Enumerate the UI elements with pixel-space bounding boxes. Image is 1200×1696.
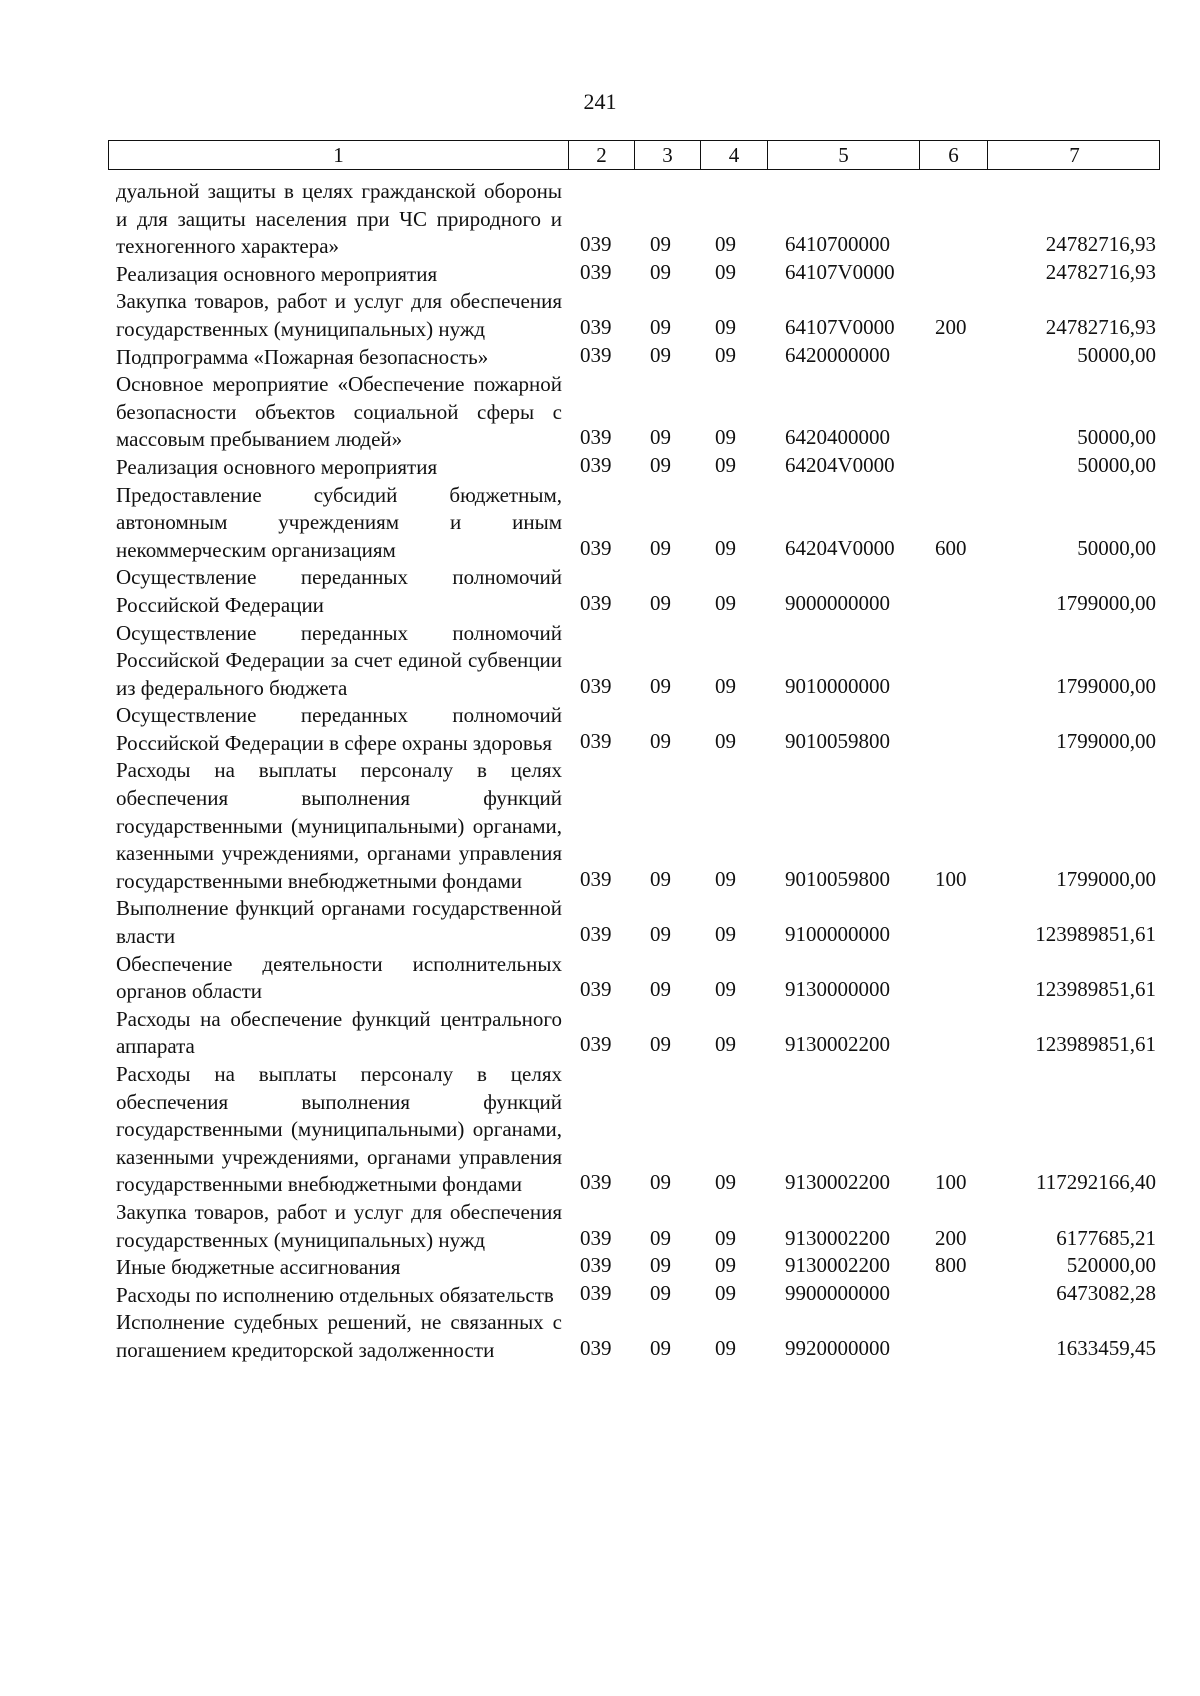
row-description: Расходы на выплаты персоналу в целях обеспечения выполнения функций государственными (муниципальными) органами, казенными учреждениями, органами управления государственными внебюджетными фондами [116,758,562,893]
row-code-section: 09 [650,1253,671,1278]
row-amount: 123989851,61 [1035,922,1156,947]
row-code-ministry: 039 [580,232,612,257]
row-amount: 6177685,21 [1056,1225,1156,1250]
row-description: Исполнение судебных решений, не связанных с погашением кредиторской задолженности [116,1310,562,1362]
row-code-subsection: 09 [715,452,736,477]
row-code-subsection: 09 [715,1225,736,1250]
row-description: Подпрограмма «Пожарная безопасность» [116,344,489,369]
row-amount: 50000,00 [1077,535,1156,560]
row-code-subsection: 09 [715,590,736,615]
header-col-5: 5 [767,141,919,169]
row-code-subsection: 09 [715,673,736,698]
header-col-2: 2 [568,141,634,169]
row-target-article: 9130002200 [785,1170,890,1195]
table-row [0,482,1200,565]
row-code-section: 09 [650,728,671,753]
row-amount: 123989851,61 [1035,977,1156,1002]
row-amount: 50000,00 [1077,452,1156,477]
row-expense-type: 100 [935,866,967,891]
row-target-article: 9000000000 [785,590,890,615]
table-row [0,757,1200,895]
row-code-section: 09 [650,232,671,257]
header-col-4: 4 [700,141,767,169]
row-code-subsection: 09 [715,314,736,339]
table-header [108,140,1160,170]
row-amount: 123989851,61 [1035,1032,1156,1057]
row-target-article: 9130000000 [785,977,890,1002]
row-target-article: 6410700000 [785,232,890,257]
row-target-article: 9900000000 [785,1280,890,1305]
row-code-subsection: 09 [715,535,736,560]
row-code-ministry: 039 [580,452,612,477]
row-description: Обеспечение деятельности исполнительных органов области [116,951,562,1004]
row-target-article: 9010000000 [785,673,890,698]
row-code-subsection: 09 [715,866,736,891]
table-row [0,1061,1200,1199]
table-row [0,344,1200,372]
row-code-ministry: 039 [580,866,612,891]
row-target-article: 9100000000 [785,922,890,947]
row-amount: 50000,00 [1077,425,1156,450]
row-code-ministry: 039 [580,1335,612,1360]
row-code-ministry: 039 [580,977,612,1002]
row-code-section: 09 [650,1170,671,1195]
row-code-subsection: 09 [715,232,736,257]
row-description: Реализация основного мероприятия [116,261,438,286]
row-code-subsection: 09 [715,259,736,284]
row-description: Основное мероприятие «Обеспечение пожарной безопасности объектов социальной сферы с массовым пребыванием людей» [116,372,562,452]
table-row [0,1282,1200,1310]
row-expense-type: 200 [935,314,967,339]
row-target-article: 9010059800 [785,866,890,891]
table-body [0,178,1200,1365]
table-row [0,951,1200,1006]
row-code-subsection: 09 [715,977,736,1002]
row-amount: 6473082,28 [1056,1280,1156,1305]
row-amount: 24782716,93 [1045,232,1156,257]
row-code-subsection: 09 [715,1253,736,1278]
row-code-section: 09 [650,1280,671,1305]
row-amount: 520000,00 [1066,1253,1156,1278]
header-col-7: 7 [987,141,1161,169]
row-description: Предоставление субсидий бюджетным, автономным учреждениям и иным некоммерческим организациям [116,482,562,562]
row-description: Выполнение функций органами государственной власти [116,896,562,949]
header-col-3: 3 [634,141,700,169]
row-code-ministry: 039 [580,314,612,339]
header-col-1: 1 [333,142,344,167]
row-code-subsection: 09 [715,1032,736,1057]
row-expense-type: 800 [935,1253,967,1278]
row-description: Закупка товаров, работ и услуг для обеспечения государственных (муниципальных) нужд [116,1199,562,1252]
row-amount: 1799000,00 [1056,673,1156,698]
row-target-article: 9010059800 [785,728,890,753]
table-row [0,895,1200,950]
row-description: Осуществление переданных полномочий Российской Федерации [116,565,562,617]
row-code-subsection: 09 [715,728,736,753]
row-code-section: 09 [650,314,671,339]
row-code-ministry: 039 [580,1032,612,1057]
row-code-ministry: 039 [580,535,612,560]
table-row [0,564,1200,619]
row-code-ministry: 039 [580,1280,612,1305]
row-code-section: 09 [650,866,671,891]
table-row [0,702,1200,757]
row-target-article: 9920000000 [785,1335,890,1360]
table-row [0,1254,1200,1282]
row-amount: 24782716,93 [1045,314,1156,339]
row-code-section: 09 [650,1335,671,1360]
header-col-6: 6 [919,141,987,169]
row-description: Иные бюджетные ассигнования [116,1255,401,1280]
row-code-ministry: 039 [580,425,612,450]
row-amount: 1799000,00 [1056,728,1156,753]
row-code-section: 09 [650,977,671,1002]
row-code-ministry: 039 [580,342,612,367]
row-target-article: 9130002200 [785,1253,890,1278]
row-code-subsection: 09 [715,1280,736,1305]
row-code-section: 09 [650,1032,671,1057]
row-description: Реализация основного мероприятия [116,454,438,479]
row-code-section: 09 [650,673,671,698]
table-row [0,178,1200,261]
row-expense-type: 200 [935,1225,967,1250]
row-code-section: 09 [650,342,671,367]
table-row [0,288,1200,343]
row-description: Расходы по исполнению отдельных обязательств [116,1282,554,1307]
row-target-article: 6420400000 [785,425,890,450]
row-code-subsection: 09 [715,425,736,450]
row-amount: 117292166,40 [1036,1170,1156,1195]
row-code-ministry: 039 [580,922,612,947]
row-description: дуальной защиты в целях гражданской обороны и для защиты населения при ЧС природного и техногенного характера» [116,179,562,259]
row-amount: 24782716,93 [1045,259,1156,284]
row-amount: 1799000,00 [1056,866,1156,891]
table-row [0,1309,1200,1364]
row-expense-type: 600 [935,535,967,560]
row-code-section: 09 [650,1225,671,1250]
table-row [0,454,1200,482]
row-code-section: 09 [650,425,671,450]
row-code-section: 09 [650,590,671,615]
row-code-subsection: 09 [715,1335,736,1360]
row-expense-type: 100 [935,1170,967,1195]
table-row [0,261,1200,289]
row-code-ministry: 039 [580,728,612,753]
row-target-article: 9130002200 [785,1032,890,1057]
table-row [0,1006,1200,1061]
row-amount: 1633459,45 [1056,1335,1156,1360]
table-row [0,620,1200,703]
row-target-article: 9130002200 [785,1225,890,1250]
row-code-section: 09 [650,452,671,477]
row-code-ministry: 039 [580,1225,612,1250]
row-target-article: 64107V0000 [785,314,895,339]
row-target-article: 6420000000 [785,342,890,367]
table-row [0,1199,1200,1254]
row-code-subsection: 09 [715,1170,736,1195]
row-code-subsection: 09 [715,342,736,367]
row-description: Расходы на обеспечение функций центрального аппарата [116,1006,562,1059]
row-target-article: 64107V0000 [785,259,895,284]
row-code-ministry: 039 [580,259,612,284]
page-number: 241 [583,89,617,114]
table-row [0,371,1200,454]
row-code-ministry: 039 [580,1253,612,1278]
row-code-subsection: 09 [715,922,736,947]
row-amount: 1799000,00 [1056,590,1156,615]
row-target-article: 64204V0000 [785,535,895,560]
row-description: Расходы на выплаты персоналу в целях обеспечения выполнения функций государственными (муниципальными) органами, казенными учреждениями, органами управления государственными внебюджетными фондами [116,1062,562,1197]
row-code-section: 09 [650,535,671,560]
row-amount: 50000,00 [1077,342,1156,367]
row-code-ministry: 039 [580,673,612,698]
row-target-article: 64204V0000 [785,452,895,477]
row-code-section: 09 [650,922,671,947]
row-description: Осуществление переданных полномочий Российской Федерации за счет единой субвенции из федерального бюджета [116,620,562,700]
row-code-section: 09 [650,259,671,284]
row-description: Закупка товаров, работ и услуг для обеспечения государственных (муниципальных) нужд [116,289,562,341]
row-code-ministry: 039 [580,1170,612,1195]
row-description: Осуществление переданных полномочий Российской Федерации в сфере охраны здоровья [116,703,562,755]
row-code-ministry: 039 [580,590,612,615]
